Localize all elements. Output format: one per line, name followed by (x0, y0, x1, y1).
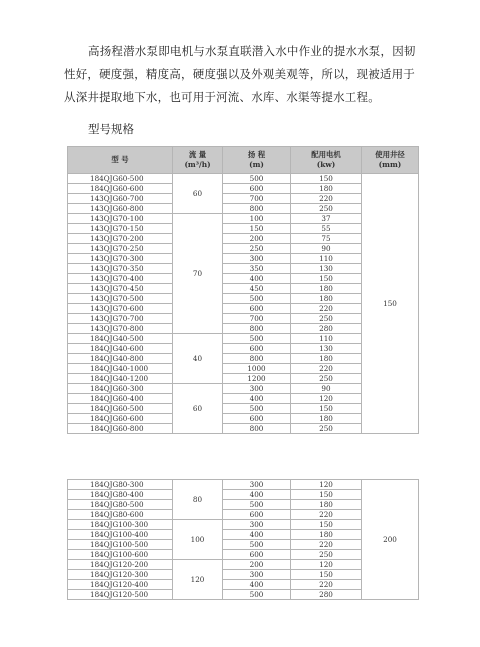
cell-model: 184QJG80-500 (68, 500, 173, 510)
cell-power: 120 (291, 480, 362, 490)
cell-head: 400 (223, 580, 291, 590)
cell-model: 143QJG70-800 (68, 324, 173, 334)
cell-head: 600 (223, 510, 291, 520)
cell-power: 250 (291, 314, 362, 324)
cell-power: 120 (291, 394, 362, 404)
cell-model: 143QJG70-150 (68, 224, 173, 234)
cell-power: 220 (291, 540, 362, 550)
cell-head: 400 (223, 490, 291, 500)
cell-head: 500 (223, 540, 291, 550)
cell-model: 184QJG120-400 (68, 580, 173, 590)
cell-model: 184QJG40-800 (68, 354, 173, 364)
cell-power: 90 (291, 244, 362, 254)
cell-model: 143QJG70-300 (68, 254, 173, 264)
cell-flow: 120 (173, 560, 223, 600)
cell-power: 220 (291, 580, 362, 590)
cell-model: 184QJG60-800 (68, 424, 173, 434)
cell-model: 184QJG100-600 (68, 550, 173, 560)
cell-model: 143QJG70-350 (68, 264, 173, 274)
cell-head: 500 (223, 334, 291, 344)
cell-power: 180 (291, 294, 362, 304)
cell-power: 180 (291, 284, 362, 294)
cell-flow: 40 (173, 334, 223, 384)
cell-power: 180 (291, 354, 362, 364)
cell-head: 600 (223, 414, 291, 424)
cell-flow: 100 (173, 520, 223, 560)
cell-model: 184QJG80-400 (68, 490, 173, 500)
cell-head: 100 (223, 214, 291, 224)
cell-head: 300 (223, 384, 291, 394)
cell-power: 55 (291, 224, 362, 234)
cell-model: 143QJG60-700 (68, 194, 173, 204)
header-motor: 配用电机 (kw) (291, 147, 362, 174)
cell-head: 700 (223, 314, 291, 324)
cell-power: 110 (291, 254, 362, 264)
cell-head: 450 (223, 284, 291, 294)
cell-model: 184QJG80-600 (68, 510, 173, 520)
cell-model: 184QJG120-500 (68, 590, 173, 600)
spec-table-part-2 (67, 479, 419, 600)
cell-model: 143QJG70-450 (68, 284, 173, 294)
cell-power: 90 (291, 384, 362, 394)
cell-model: 184QJG60-400 (68, 394, 173, 404)
cell-head: 1000 (223, 364, 291, 374)
cell-head: 600 (223, 550, 291, 560)
cell-well-diameter: 150 (362, 174, 419, 434)
cell-head: 600 (223, 344, 291, 354)
cell-head: 600 (223, 184, 291, 194)
cell-well-diameter: 200 (362, 480, 419, 600)
cell-head: 800 (223, 354, 291, 364)
cell-head: 500 (223, 404, 291, 414)
cell-power: 180 (291, 530, 362, 540)
cell-head: 600 (223, 304, 291, 314)
cell-model: 184QJG100-400 (68, 530, 173, 540)
cell-power: 150 (291, 520, 362, 530)
cell-head: 300 (223, 570, 291, 580)
table-row (68, 174, 419, 184)
cell-head: 800 (223, 424, 291, 434)
cell-power: 150 (291, 174, 362, 184)
cell-power: 37 (291, 214, 362, 224)
cell-model: 184QJG60-500 (68, 174, 173, 184)
cell-power: 150 (291, 404, 362, 414)
cell-flow: 60 (173, 174, 223, 214)
cell-head: 400 (223, 394, 291, 404)
section-title: 型号规格 (88, 122, 134, 136)
cell-head: 500 (223, 590, 291, 600)
cell-flow: 70 (173, 214, 223, 334)
cell-model: 184QJG60-600 (68, 184, 173, 194)
cell-power: 130 (291, 264, 362, 274)
cell-power: 220 (291, 194, 362, 204)
cell-power: 220 (291, 510, 362, 520)
cell-head: 500 (223, 500, 291, 510)
cell-power: 280 (291, 324, 362, 334)
cell-power: 250 (291, 550, 362, 560)
cell-power: 75 (291, 234, 362, 244)
cell-model: 143QJG70-500 (68, 294, 173, 304)
cell-head: 400 (223, 274, 291, 284)
cell-model: 143QJG70-250 (68, 244, 173, 254)
header-model: 型 号 (68, 147, 173, 174)
cell-power: 250 (291, 374, 362, 384)
cell-power: 120 (291, 560, 362, 570)
cell-model: 143QJG70-700 (68, 314, 173, 324)
cell-head: 500 (223, 294, 291, 304)
header-flow: 流 量 (m³/h) (173, 147, 223, 174)
cell-head: 200 (223, 560, 291, 570)
cell-power: 250 (291, 204, 362, 214)
cell-power: 220 (291, 304, 362, 314)
cell-power: 180 (291, 184, 362, 194)
cell-model: 184QJG40-600 (68, 344, 173, 354)
cell-head: 150 (223, 224, 291, 234)
intro-paragraph (64, 40, 420, 109)
cell-model: 184QJG40-1200 (68, 374, 173, 384)
cell-model: 184QJG80-300 (68, 480, 173, 490)
cell-model: 143QJG70-600 (68, 304, 173, 314)
spec-table-part-1 (67, 146, 419, 434)
cell-power: 280 (291, 590, 362, 600)
cell-head: 1200 (223, 374, 291, 384)
cell-head: 250 (223, 244, 291, 254)
cell-model: 184QJG60-300 (68, 384, 173, 394)
cell-model: 184QJG40-1000 (68, 364, 173, 374)
header-head: 扬 程 (m) (223, 147, 291, 174)
header-well: 使用井径 (mm) (362, 147, 419, 174)
cell-power: 180 (291, 414, 362, 424)
cell-model: 184QJG60-600 (68, 414, 173, 424)
cell-power: 110 (291, 334, 362, 344)
cell-head: 300 (223, 520, 291, 530)
cell-model: 143QJG70-100 (68, 214, 173, 224)
intro-text: 高扬程潜水泵即电机与水泵直联潜入水中作业的提水水泵，因韧性好，硬度强，精度高，硬度强以及外观美观等，所以，现被适用于从深井提取地下水，也可用于河流、水库、水渠等提水工程。 (64, 44, 416, 104)
cell-power: 180 (291, 500, 362, 510)
cell-head: 700 (223, 194, 291, 204)
cell-power: 220 (291, 364, 362, 374)
cell-head: 300 (223, 480, 291, 490)
table-row (68, 480, 419, 490)
cell-head: 350 (223, 264, 291, 274)
cell-model: 184QJG100-300 (68, 520, 173, 530)
cell-power: 150 (291, 490, 362, 500)
cell-flow: 80 (173, 480, 223, 520)
cell-head: 200 (223, 234, 291, 244)
table-header-row (68, 147, 419, 174)
cell-head: 300 (223, 254, 291, 264)
cell-power: 130 (291, 344, 362, 354)
cell-head: 500 (223, 174, 291, 184)
cell-power: 150 (291, 274, 362, 284)
cell-model: 184QJG120-300 (68, 570, 173, 580)
cell-flow: 60 (173, 384, 223, 434)
cell-model: 184QJG60-500 (68, 404, 173, 414)
cell-model: 143QJG70-200 (68, 234, 173, 244)
cell-model: 143QJG70-400 (68, 274, 173, 284)
cell-power: 250 (291, 424, 362, 434)
cell-model: 143QJG60-800 (68, 204, 173, 214)
cell-model: 184QJG120-200 (68, 560, 173, 570)
cell-head: 800 (223, 204, 291, 214)
cell-head: 800 (223, 324, 291, 334)
cell-head: 400 (223, 530, 291, 540)
cell-model: 184QJG40-500 (68, 334, 173, 344)
cell-model: 184QJG100-500 (68, 540, 173, 550)
cell-power: 150 (291, 570, 362, 580)
